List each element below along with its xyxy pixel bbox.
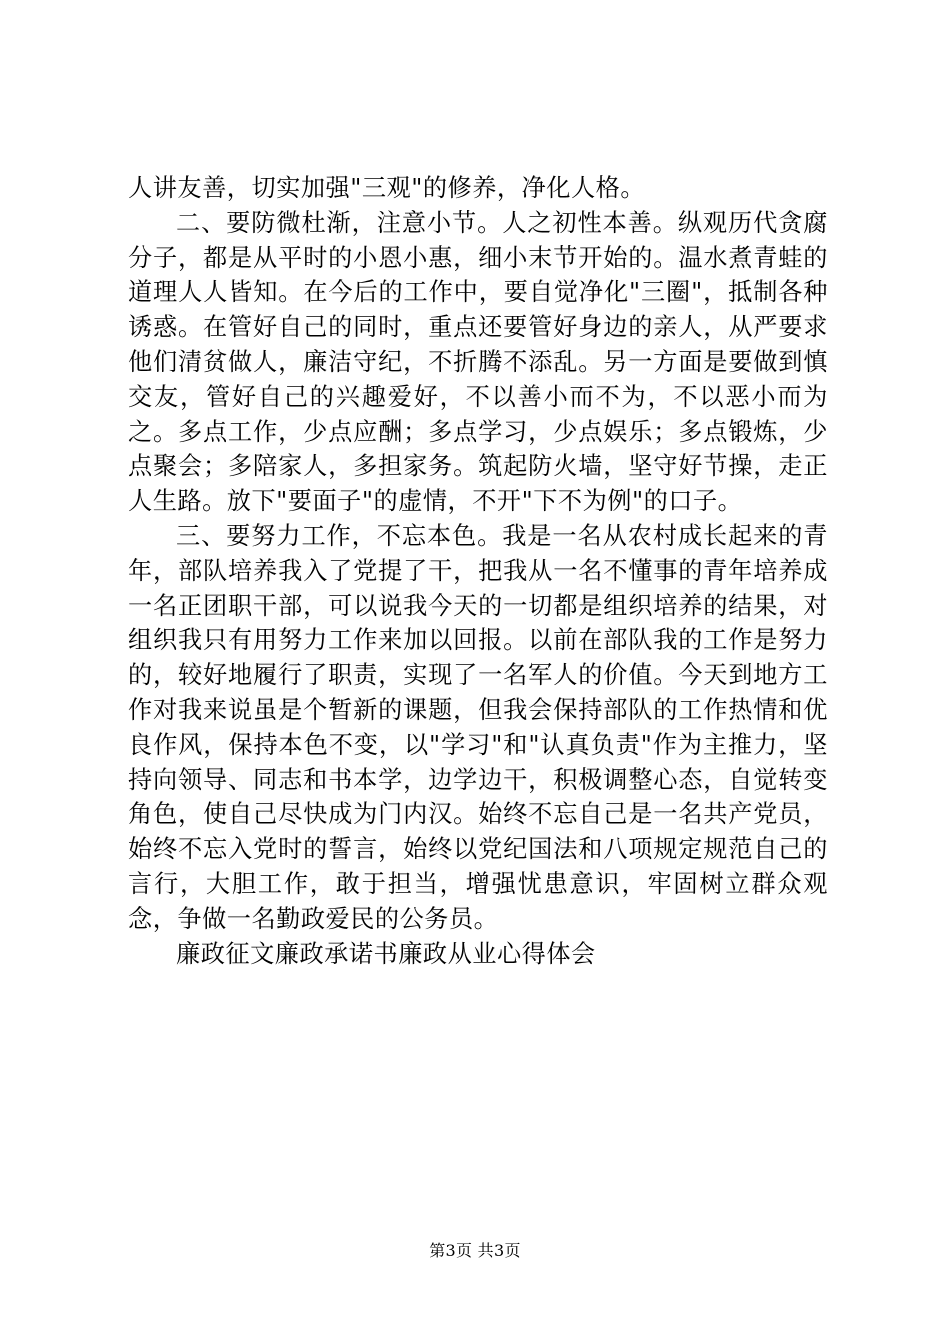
document-body <box>128 171 828 971</box>
paragraph-continuation: 人讲友善，切实加强"三观"的修养，净化人格。 <box>128 174 646 202</box>
paragraph-related-titles: 廉政征文廉政承诺书廉政从业心得体会 <box>176 939 596 968</box>
paragraph-section-two: 二、要防微杜渐，注意小节。人之初性本善。纵观历代贪腐分子，都是从平时的小恩小惠，细小末节开始的。温水煮青蛙的道理人人皆知。在今后的工作中，要自觉净化"三圈"，抵制各种诱惑。在管好自己的同时，重点还要管好身边的亲人，从严要求他们清贫做人，廉洁守纪，不折腾不添乱。另一方面是要做到慎交友，管好自己的兴趣爱好，不以善小而不为，不以恶小而为之。多点工作，少点应酬；多点学习，少点娱乐；多点锻炼，少点聚会；多陪家人，多担家务。筑起防火墙，坚守好节操，走正人生路。放下"要面子"的虚情，不开"下不为例"的口子。 <box>128 208 828 516</box>
paragraph-section-three: 三、要努力工作，不忘本色。我是一名从农村成长起来的青年，部队培养我入了党提了干，把我从一名不懂事的青年培养成一名正团职干部，可以说我今天的一切都是组织培养的结果，对组织我只有用努力工作来加以回报。以前在部队我的工作是努力的，较好地履行了职责，实现了一名军人的价值。今天到地方工作对我来说虽是个暂新的课题，但我会保持部队的工作热情和优良作风，保持本色不变，以"学习"和"认真负责"作为主推力，坚持向领导、同志和书本学，边学边干，积极调整心态，自觉转变角色，使自己尽快成为门内汉。始终不忘自己是一名共产党员，始终不忘入党时的誓言，始终以党纪国法和八项规定规范自己的言行，大胆工作，敢于担当，增强忧患意识，牢固树立群众观念，争做一名勤政爱民的公务员。 <box>128 521 828 933</box>
page-number-footer: 第3页 共3页 <box>429 1241 521 1260</box>
